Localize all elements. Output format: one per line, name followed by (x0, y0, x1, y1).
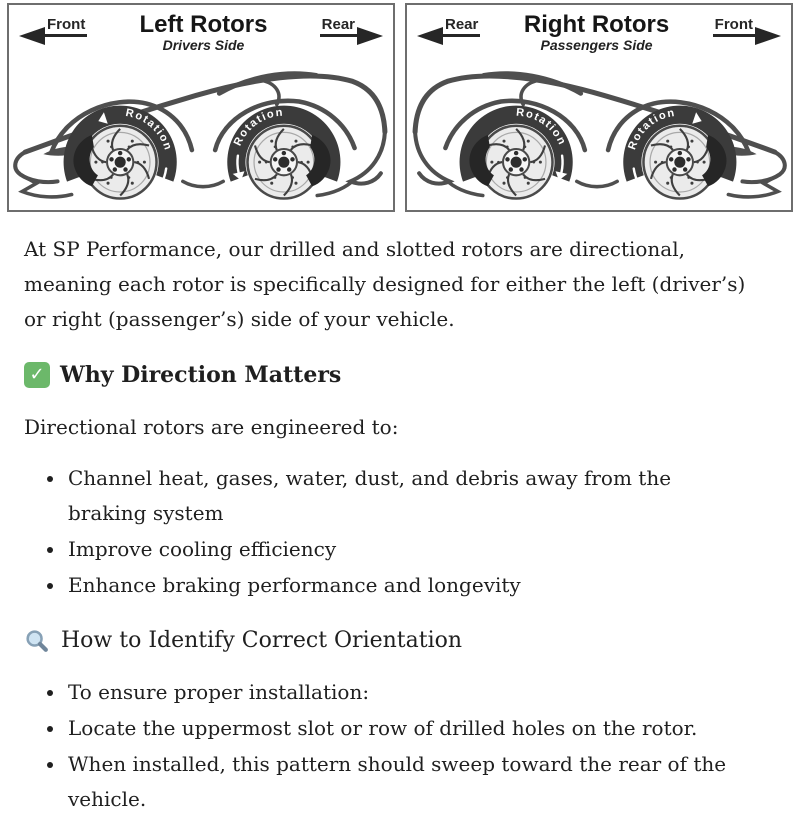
left-panel-title-block (87, 12, 319, 53)
list-item: • Improve cooling efficiency (66, 532, 740, 567)
rotor-direction-diagram (0, 0, 800, 212)
right-rotors-panel (405, 3, 793, 212)
heading-text: Why Direction Matters (60, 362, 342, 388)
left-panel-title: Left Rotors (139, 11, 268, 38)
right-panel-header (407, 5, 791, 53)
lead-paragraph: Directional rotors are engineered to: (24, 415, 399, 439)
benefits-list (24, 461, 772, 603)
right-panel-title-block (480, 12, 712, 53)
list-item: • Enhance braking performance and longevity (66, 568, 740, 603)
rear-label: Rear (320, 17, 357, 37)
front-label: Front (45, 17, 87, 37)
orientation-steps-list (24, 675, 772, 817)
magnifying-glass-icon (24, 628, 51, 655)
list-item: • Channel heat, gases, water, dust, and debris away from the braking system (66, 461, 740, 531)
left-car-illustration (9, 49, 393, 211)
arrow-right-icon (357, 27, 383, 45)
front-label: Front (713, 17, 755, 37)
rotation-label: Rotation (231, 106, 285, 148)
rotation-label: Rotation (124, 106, 175, 153)
right-car-illustration (407, 49, 791, 211)
right-panel-title: Right Rotors (523, 11, 670, 38)
list-item: • Locate the uppermost slot or row of drilled holes on the rotor. (66, 711, 740, 746)
left-rotors-panel (7, 3, 395, 212)
article-body (0, 212, 800, 817)
rear-direction-indicator (417, 17, 480, 37)
rotation-label: Rotation (515, 106, 569, 148)
heading-text: How to Identify Correct Orientation (61, 628, 463, 653)
rotation-label: Rotation (626, 106, 677, 152)
list-item: • When installed, this pattern should sweep toward the rear of the vehicle. (66, 747, 740, 817)
section-heading-identify-orientation (24, 626, 772, 656)
arrow-left-icon (19, 27, 45, 45)
section-heading-why-direction-matters (24, 360, 772, 390)
left-panel-subtitle: Drivers Side (162, 37, 245, 54)
front-direction-indicator (713, 17, 781, 37)
rear-direction-indicator (320, 17, 383, 37)
check-mark-icon: ✓ (24, 362, 50, 388)
front-direction-indicator (19, 17, 87, 37)
right-panel-subtitle: Passengers Side (540, 37, 653, 54)
left-panel-header (9, 5, 393, 53)
rear-label: Rear (443, 17, 480, 37)
arrow-left-icon (417, 27, 443, 45)
arrow-right-icon (755, 27, 781, 45)
intro-paragraph: At SP Performance, our drilled and slotted rotors are directional, meaning each rotor is specifically designed for either the left (driver’s) or right (passenger’s) side of your vehicle. (24, 237, 746, 331)
list-item: • To ensure proper installation: (66, 675, 740, 710)
